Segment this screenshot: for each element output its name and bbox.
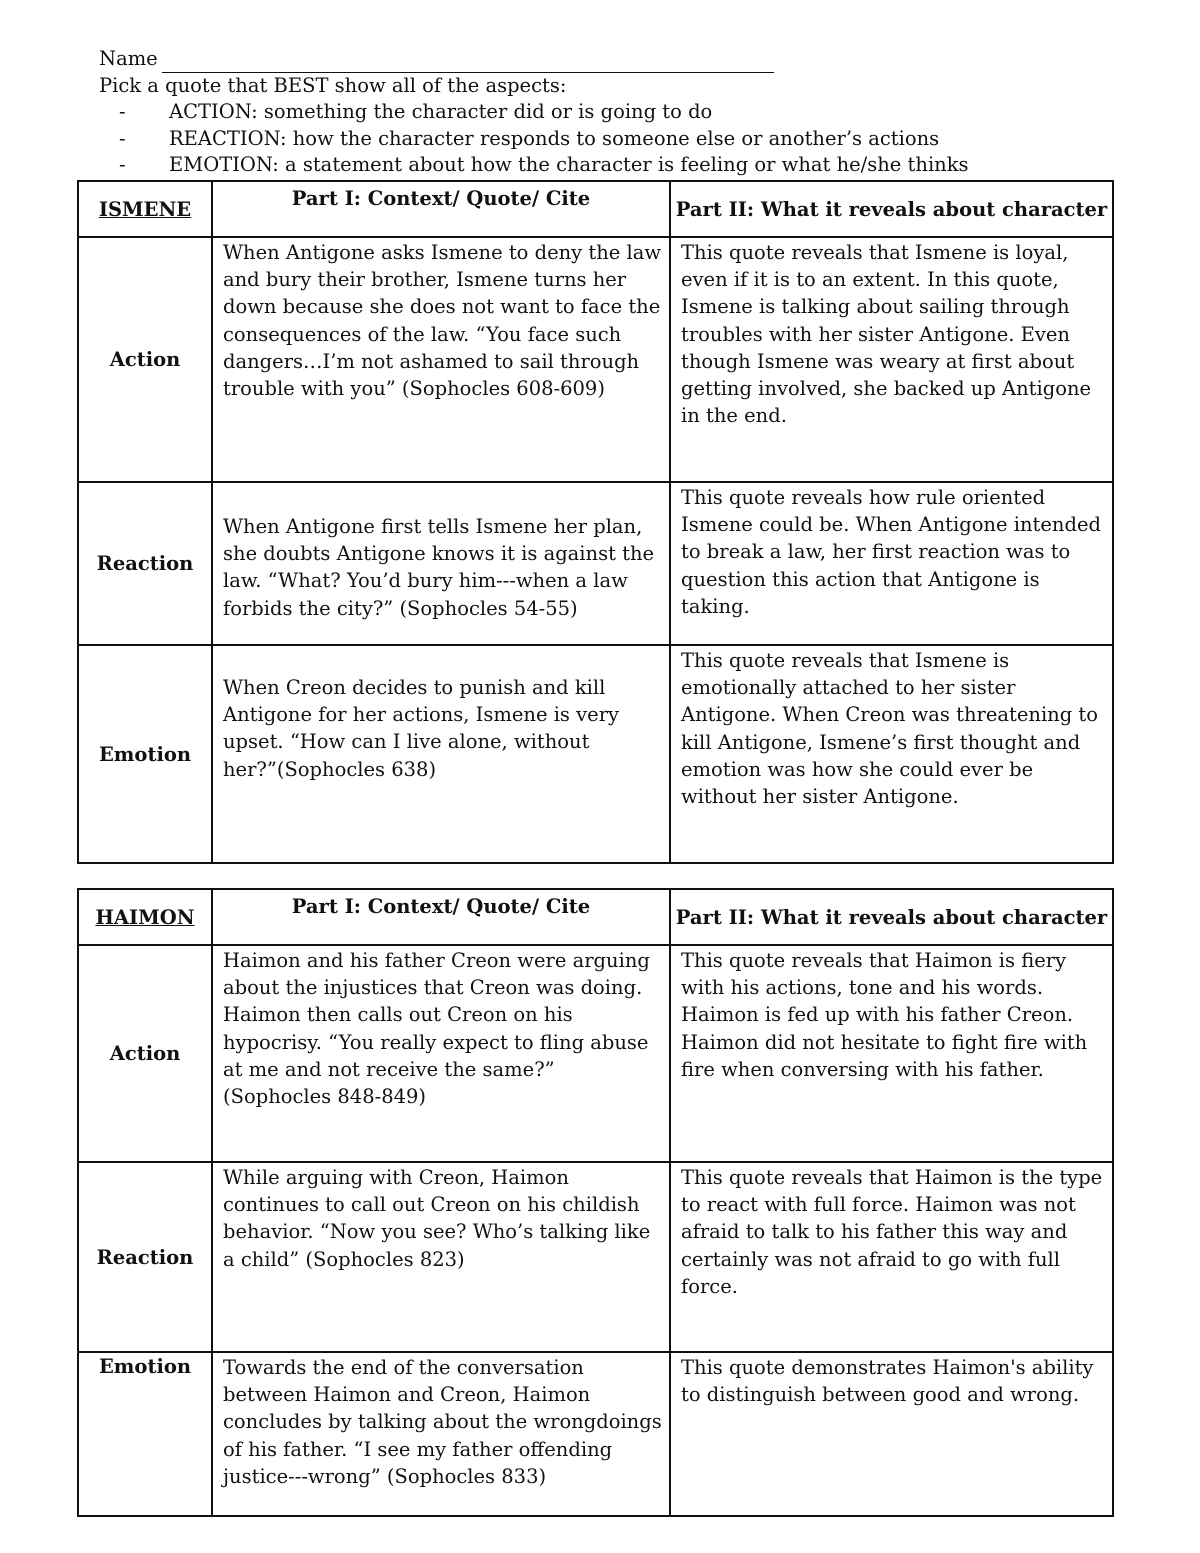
character-name: ISMENE [78,181,212,237]
part2-cell: This quote reveals that Haimon is fiery with his actions, tone and his words. Haimon is fed up with his father Creon. Haimon did not hesitate to fight fire with fire when conversing with his father. [670,945,1113,1162]
table-row-reaction [78,482,1113,645]
part2-cell: This quote reveals how rule oriented Ismene could be. When Antigone intended to break a law, her first reaction was to question this action that Antigone is taking. [670,482,1113,645]
aspect-emotion [99,152,1099,179]
row-label: Emotion [78,1352,212,1516]
table-header-row [78,181,1113,237]
aspect-dash: - [119,100,126,123]
aspect-action [99,99,1099,126]
instruction-text: Pick a quote that BEST show all of the aspects: [99,73,567,97]
table-header-row [78,889,1113,945]
part2-cell: This quote reveals that Ismene is emotionally attached to her sister Antigone. When Creon was threatening to kill Antigone, Ismene’s first thought and emotion was how she could ever be without her sister Antigone. [670,645,1113,863]
name-blank[interactable] [162,52,774,73]
aspect-text: EMOTION: a statement about how the character is feeling or what he/she thinks [169,153,969,176]
row-label: Action [78,237,212,482]
part1-cell: When Creon decides to punish and kill Antigone for her actions, Ismene is very upset. “How can I live alone, without her?”(Sophocles 638) [212,645,670,863]
part1-cell: Haimon and his father Creon were arguing about the injustices that Creon was doing. Haimon then calls out Creon on his hypocrisy. “You really expect to fling abuse at me and not receive the same?” (Sophocles 848-849) [212,945,670,1162]
name-line [99,46,1099,73]
row-label: Reaction [78,1162,212,1352]
row-label: Action [78,945,212,1162]
row-label: Reaction [78,482,212,645]
aspect-reaction [99,126,1099,153]
haimon-table [77,888,1114,1517]
table-row-emotion [78,645,1113,863]
row-label: Emotion [78,645,212,863]
part2-cell: This quote reveals that Ismene is loyal, even if it is to an extent. In this quote, Ismene is talking about sailing through troubles with her sister Antigone. Even though Ismene was weary at first about getting involved, she backed up Antigone in the end. [670,237,1113,482]
part1-cell: Towards the end of the conversation between Haimon and Creon, Haimon concludes by talking about the wrongdoings of his father. “I see my father offending justice---wrong” (Sophocles 833) [212,1352,670,1516]
part2-cell: This quote demonstrates Haimon's ability to distinguish between good and wrong. [670,1352,1113,1516]
part2-header: Part II: What it reveals about character [670,889,1113,945]
aspect-dash: - [119,153,126,176]
part2-header: Part II: What it reveals about character [670,181,1113,237]
part1-header: Part I: Context/ Quote/ Cite [212,889,670,945]
part1-cell: While arguing with Creon, Haimon continues to call out Creon on his childish behavior. “Now you see? Who’s talking like a child” (Sophocles 823) [212,1162,670,1352]
aspect-dash: - [119,126,126,150]
table-row-reaction [78,1162,1113,1352]
part1-cell: When Antigone first tells Ismene her plan, she doubts Antigone knows it is against the law. “What? You’d bury him---when a law forbids the city?” (Sophocles 54-55) [212,482,670,645]
part1-header: Part I: Context/ Quote/ Cite [212,181,670,237]
ismene-table [77,180,1114,864]
part2-cell: This quote reveals that Haimon is the type to react with full force. Haimon was not afraid to talk to his father this way and certainly was not afraid to go with full force. [670,1162,1113,1352]
aspect-text: REACTION: how the character responds to someone else or another’s actions [169,126,940,150]
character-name: HAIMON [78,889,212,945]
table-row-action [78,945,1113,1162]
name-label: Name [99,47,158,70]
worksheet-header [99,46,1099,179]
table-row-action [78,237,1113,482]
part1-cell: When Antigone asks Ismene to deny the law and bury their brother, Ismene turns her down because she does not want to face the consequences of the law. “You face such dangers…I’m not ashamed to sail through trouble with you” (Sophocles 608-609) [212,237,670,482]
aspect-text: ACTION: something the character did or is going to do [169,100,713,123]
table-row-emotion [78,1352,1113,1516]
